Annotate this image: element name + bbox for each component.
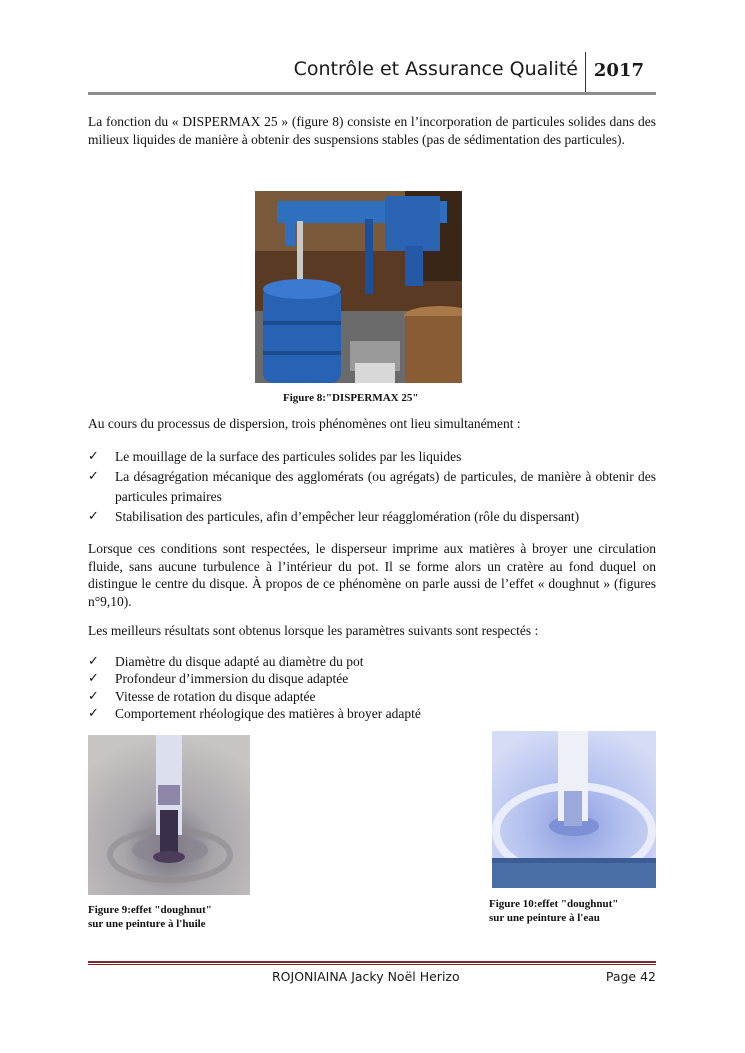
list-item: ✓ Profondeur d’immersion du disque adaptée	[88, 671, 349, 687]
params-intro: Les meilleurs résultats sont obtenus lorsque les paramètres suivants sont respectés :	[88, 623, 539, 638]
figure-10-photo	[492, 731, 656, 888]
page-number: Page 42	[605, 969, 656, 984]
phenomena-intro: Au cours du processus de dispersion, trois phénomènes ont lieu simultanément :	[88, 416, 521, 431]
figure-8-photo	[255, 191, 462, 383]
check-icon: ✓	[88, 654, 99, 669]
list-item: ✓ Stabilisation des particules, afin d’empêcher leur réagglomération (rôle du dispersant)	[88, 507, 656, 527]
params-list	[88, 653, 656, 722]
phenomena-list	[88, 447, 656, 527]
figure-9-caption: Figure 9:effet "doughnut" sur une peinture à l'huile	[88, 904, 212, 930]
check-icon: ✓	[88, 509, 99, 524]
header-rule	[88, 92, 656, 95]
list-item: ✓ La désagrégation mécanique des agglomérats (ou agrégats) de particules, de manière à obtenir des particules primaires	[88, 469, 656, 504]
page-header	[88, 52, 656, 94]
header-year: 2017	[593, 60, 644, 81]
list-item: ✓ Vitesse de rotation du disque adaptée	[88, 688, 316, 704]
footer-rule	[88, 961, 656, 963]
check-icon: ✓	[88, 469, 99, 484]
intro-paragraph: La fonction du « DISPERMAX 25 » (figure 8) consiste en l’incorporation de particules solides dans des milieux liquides de manière à obtenir des suspensions stables (pas de sédimentation des particules).	[88, 114, 656, 147]
list-item: ✓ Comportement rhéologique des matières à broyer adapté	[88, 705, 421, 721]
figure-9-photo	[88, 735, 250, 895]
list-item: ✓ Le mouillage de la surface des particules solides par les liquides	[88, 447, 656, 467]
check-icon: ✓	[88, 688, 99, 704]
list-item: ✓ Diamètre du disque adapté au diamètre du pot	[88, 654, 364, 669]
footer-author: ROJONIAINA Jacky Noël Herizo	[272, 969, 460, 984]
check-icon: ✓	[88, 449, 99, 464]
footer-rule	[88, 964, 656, 965]
header-title: Contrôle et Assurance Qualité	[293, 58, 578, 80]
check-icon: ✓	[88, 705, 99, 721]
conditions-paragraph: Lorsque ces conditions sont respectées, le disperseur imprime aux matières à broyer une circulation fluide, sans aucune turbulence à l’intérieur du pot. Il se forme alors un cratère au fond duquel on distingue le centre du disque. À propos de ce phénomène on parle aussi de l’effet « doughnut » (figures n°9,10).	[88, 541, 656, 609]
check-icon: ✓	[88, 671, 99, 687]
header-separator	[585, 52, 586, 92]
figure-8-caption: Figure 8:"DISPERMAX 25"	[283, 392, 419, 404]
figure-10-caption: Figure 10:effet "doughnut" sur une peinture à l'eau	[489, 898, 619, 924]
